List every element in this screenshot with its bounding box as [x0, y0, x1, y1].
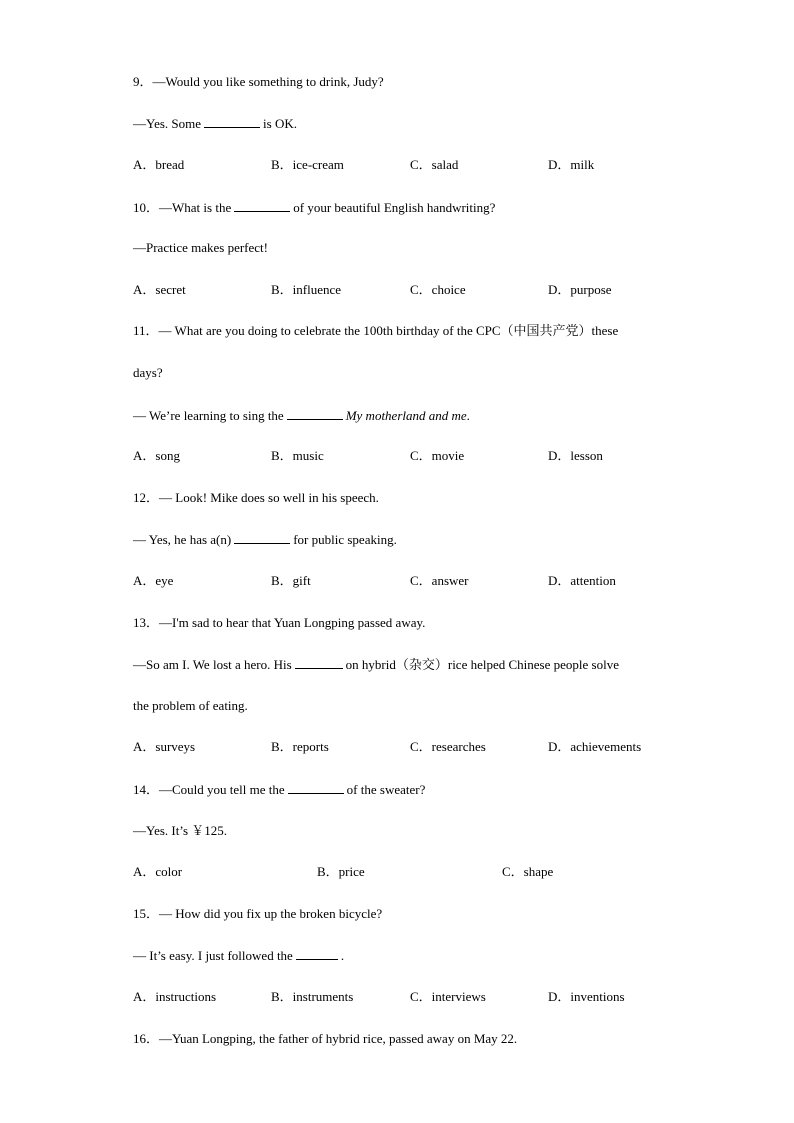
question-15-option-b: B．instruments [271, 989, 354, 1004]
question-13-option-a: A．surveys [133, 739, 196, 754]
question-9-option-c: C．salad [410, 157, 459, 172]
question-9-reply: —Yes. Some is OK. [133, 116, 297, 131]
question-13-option-b: B．reports [271, 739, 329, 754]
question-14-reply: —Yes. It’s ￥125. [133, 823, 228, 838]
answer-blank [296, 947, 338, 960]
answer-blank [234, 199, 290, 212]
question-13-reply-cont: the problem of eating. [133, 698, 248, 713]
question-14-option-a: A．color [133, 864, 183, 879]
question-15-reply: — It’s easy. I just followed the . [133, 948, 345, 963]
answer-blank [204, 115, 260, 128]
answer-blank [234, 531, 290, 544]
question-12-option-c: C．answer [410, 573, 469, 588]
question-12-option-a: A．eye [133, 573, 174, 588]
question-9-prompt: 9．—Would you like something to drink, Judy? [133, 74, 384, 89]
question-10-option-c: C．choice [410, 282, 466, 297]
question-14-option-b: B．price [317, 864, 365, 879]
question-12-option-b: B．gift [271, 573, 311, 588]
question-12-reply: — Yes, he has a(n) for public speaking. [133, 532, 397, 547]
question-12-option-d: D．attention [548, 573, 616, 588]
question-16-prompt: 16．—Yuan Longping, the father of hybrid rice, passed away on May 22. [133, 1031, 518, 1046]
question-13-option-c: C．researches [410, 739, 486, 754]
question-11-prompt: 11．— What are you doing to celebrate the 100th birthday of the CPC（中国共产党）these [133, 323, 619, 338]
question-13-reply: —So am I. We lost a hero. His on hybrid（杂交）rice helped Chinese people solve [133, 657, 619, 672]
question-9-option-a: A．bread [133, 157, 185, 172]
question-10-prompt: 10．—What is the of your beautiful English handwriting? [133, 200, 496, 215]
question-10-option-b: B．influence [271, 282, 342, 297]
question-11-option-a: A．song [133, 448, 180, 463]
question-9-option-d: D．milk [548, 157, 595, 172]
question-9-option-b: B．ice-cream [271, 157, 344, 172]
question-13-prompt: 13．—I'm sad to hear that Yuan Longping passed away. [133, 615, 426, 630]
question-11-reply: — We’re learning to sing the My motherland and me. [133, 408, 470, 423]
question-15-option-d: D．inventions [548, 989, 625, 1004]
question-14-option-c: C．shape [502, 864, 554, 879]
question-10-option-d: D．purpose [548, 282, 612, 297]
question-10-reply: —Practice makes perfect! [133, 240, 268, 255]
answer-blank [287, 407, 343, 420]
question-14-prompt: 14．—Could you tell me the of the sweater? [133, 782, 426, 797]
answer-blank [295, 656, 343, 669]
question-13-option-d: D．achievements [548, 739, 642, 754]
question-11-option-b: B．music [271, 448, 324, 463]
question-10-option-a: A．secret [133, 282, 186, 297]
question-11-option-c: C．movie [410, 448, 465, 463]
answer-blank [288, 781, 344, 794]
question-11-prompt-cont: days? [133, 365, 163, 380]
question-11-option-d: D．lesson [548, 448, 603, 463]
question-15-prompt: 15．— How did you fix up the broken bicycle? [133, 906, 383, 921]
question-15-option-c: C．interviews [410, 989, 486, 1004]
question-15-option-a: A．instructions [133, 989, 217, 1004]
question-12-prompt: 12．— Look! Mike does so well in his speech. [133, 490, 379, 505]
